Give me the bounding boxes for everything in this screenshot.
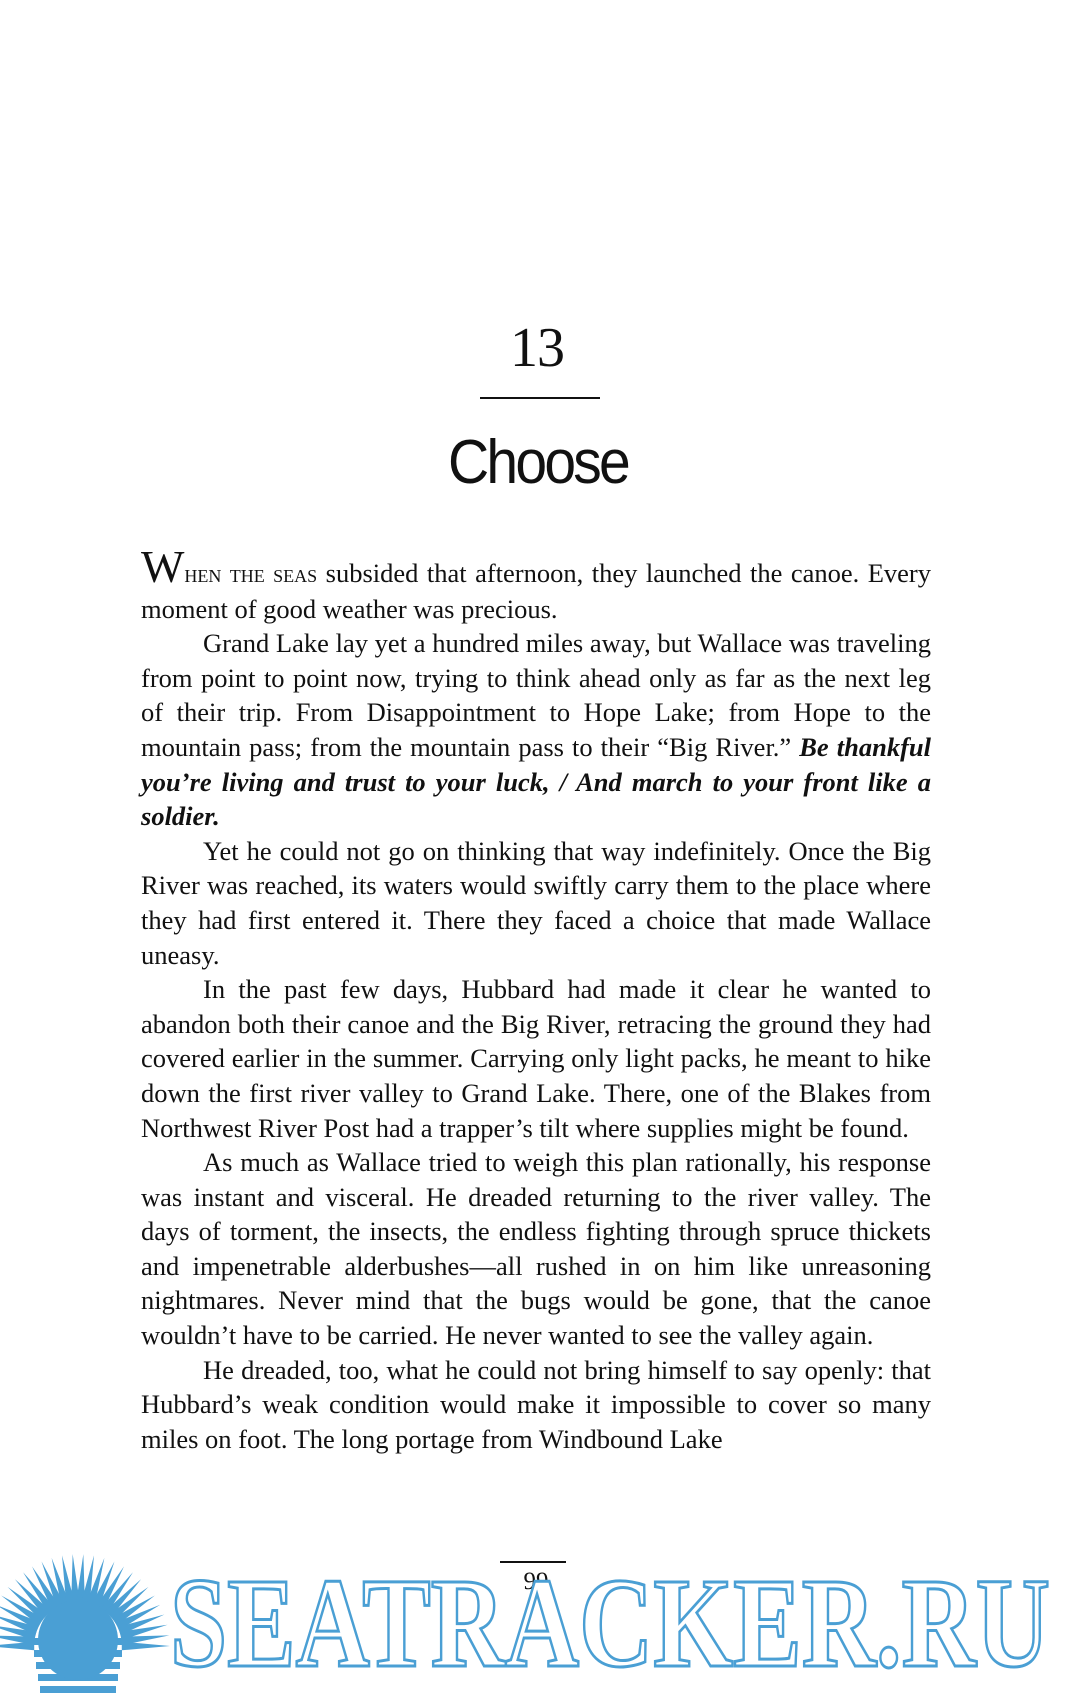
watermark-graphic	[0, 1534, 1080, 1697]
sun-disc	[38, 1600, 118, 1680]
verse-quote: Be thankful you’re living and trust to your luck, / And march to your front like a soldier.	[141, 731, 932, 832]
small-caps-opening: hen the seas	[184, 559, 318, 588]
chapter-title: Choose	[447, 428, 629, 497]
page-number: 99	[523, 1568, 549, 1595]
paragraph-2-text: Grand Lake lay yet a hundred miles away, but Wallace was traveling from point to point now, trying to think ahead only as far as the next leg of their trip. From Disappointment to Hope Lake; from Hope to the mountain pass; from the mountain pass to their “Big River.”	[141, 628, 931, 762]
paragraph-1	[141, 541, 931, 626]
paragraph-2	[141, 626, 931, 834]
sun-ray	[122, 1642, 170, 1651]
watermark-text: SEATRACKER.RU	[170, 1552, 1050, 1694]
chapter-rule	[480, 397, 600, 399]
paragraph-1-text: subsided that afternoon, they launched the canoe. Every moment of good weather was precious.	[141, 558, 931, 624]
sun-stripe	[40, 1686, 116, 1693]
paragraph-6: He dreaded, too, what he could not bring himself to say openly: that Hubbard’s weak condition would make it impossible to cover so many miles on foot. The long portage from Windbound Lake	[141, 1354, 931, 1454]
paragraph-5: As much as Wallace tried to weigh this plan rationally, his response was instant and visceral. He dreaded returning to the river valley. The days of torment, the insects, the endless fighting through spruce thickets and impenetrable alderbushes—all rushed in on him like unreasoning nightmares. Never mind that the bugs would be gone, that the canoe wouldn’t have to be carried. He never wanted to see the valley again.	[141, 1147, 931, 1351]
watermark	[0, 1534, 1080, 1697]
drop-cap: W	[141, 541, 185, 592]
paragraph-4: In the past few days, Hubbard had made it clear he wanted to abandon both their canoe and the Big River, retracing the ground they had covered earlier in the summer. Carrying only light packs, he meant to hike down the first river valley to Grand Lake. There, one of the Blakes from Northwest River Post had a trapper’s tilt where supplies might be found.	[141, 974, 931, 1143]
chapter-number: 13	[510, 317, 564, 379]
paragraph-3: Yet he could not go on thinking that way indefinitely. Once the Big River was reached, its waters would swiftly carry them to the place where they had first entered it. There they faced a choice that made Wallace uneasy.	[141, 835, 931, 970]
body-text	[141, 541, 932, 1456]
sun-icon	[0, 1554, 170, 1693]
